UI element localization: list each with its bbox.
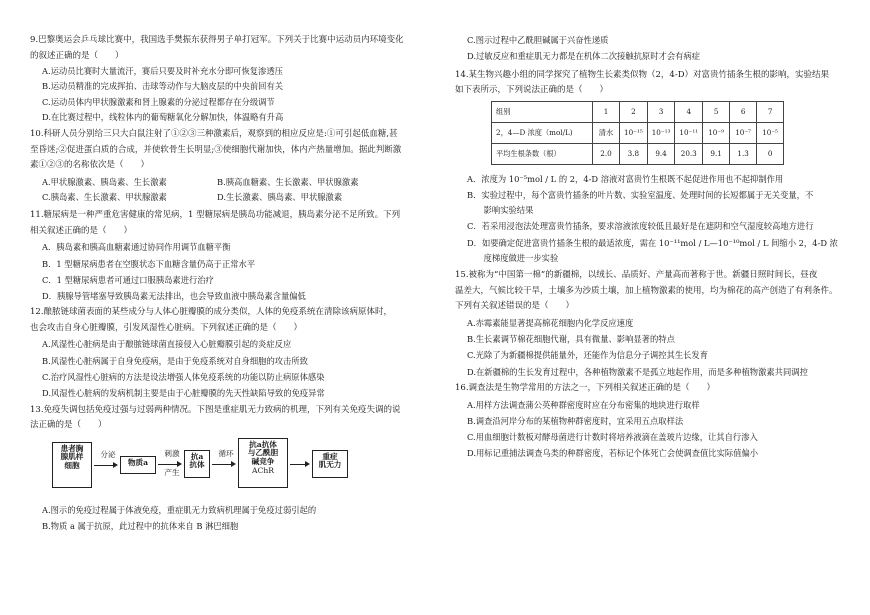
q12-option-b: B.风湿性心脏病属于自身免疫病，是由于免疫系统对自身细胞的攻击所致: [42, 355, 308, 366]
table-cell: 组别: [492, 101, 593, 122]
q15-option-c: C.光除了为新疆棉提供能量外，还能作为信息分子调控其生长发育: [467, 350, 709, 361]
q12-option-a: A.风湿性心脏病是由于酿脓链球菌直接侵入心脏瓣膜引起的炎症反应: [42, 339, 292, 350]
q14-results-table: [491, 101, 784, 165]
table-cell: 10⁻¹³: [647, 122, 675, 143]
table-cell: 20.3: [675, 143, 703, 164]
q11-option-b: B．1 型糖尿病患者在空腹状态下血糖含量仍高于正常水平: [42, 258, 256, 269]
q16-stem-line: 16.调查法是生物学常用的方法之一，下列相关叙述正确的是（ ）: [455, 383, 716, 394]
table-cell: 2: [620, 101, 648, 122]
flow-box-text: 与乙酰胆: [247, 448, 279, 458]
q12-option-d: D.风湿性心脏病的发病机制主要是由于心脏瓣膜的先天性缺陷导致的免疫异常: [42, 388, 325, 399]
flow-label-produce: 产生: [164, 467, 180, 477]
q14-option-d-cont: 度梯度做进一步实验: [467, 253, 559, 264]
table-cell: 10⁻⁷: [730, 122, 757, 143]
q9-option-b: B.运动员精准的完成挥拍、击球等动作与大脑皮层的中央前回有关: [42, 81, 284, 92]
flow-arrow: [212, 464, 234, 465]
q9-stem-line: 9.巴黎奥运会乒乓球比赛中，我国选手樊振东获得男子单打冠军。下列关于比赛中运动员内环境变化: [30, 35, 404, 45]
table-row: [492, 101, 784, 122]
table-cell: 清水: [593, 122, 620, 143]
flow-box-text: 重症: [322, 451, 338, 461]
table-cell: 5: [703, 101, 730, 122]
table-cell: 7: [757, 101, 784, 122]
q14-option-c: C．若采用浸泡法处理富贵竹插条，要求溶液浓度较低且最好是在遮阴和空气湿度较高地方进行: [467, 221, 814, 232]
q15-stem-line: 下列有关叙述错误的是（ ）: [455, 301, 575, 312]
q12-stem-line: 12.酿脓链球菌表面的某些成分与人体心脏瓣膜的成分类似，人体的免疫系统在清除该病原体时，: [30, 307, 393, 318]
q13-option-b: B.物质 a 属于抗原，此过程中的抗体来自 B 淋巴细胞: [42, 520, 239, 531]
table-cell: 10⁻¹¹: [675, 122, 703, 143]
flow-box-text: 肌无力: [318, 460, 342, 470]
table-cell: 4: [675, 101, 703, 122]
table-cell: 9.1: [703, 143, 730, 164]
table-cell: 2.0: [593, 143, 620, 164]
q11-stem-line: 相关叙述正确的是（ ）: [30, 225, 133, 236]
q14-stem-line: 如下表所示，下列说法正确的是（ ）: [455, 85, 609, 96]
flow-label-secrete: 分泌: [100, 449, 116, 459]
q15-stem-line: 温差大，气候比较干旱，土壤多为沙质土壤，加上植物激素的使用，均为棉花的高产创造了有利条件。: [455, 285, 838, 296]
table-cell: 0: [757, 143, 784, 164]
q9-option-c: C.运动员体内甲状腺激素和肾上腺素的分泌过程都存在分级调节: [42, 96, 275, 107]
q9-option-a: A.运动员比赛时大量流汗，赛后只要及时补充水分即可恢复渗透压: [42, 66, 283, 76]
flow-box-text: 腺肌样: [60, 452, 84, 462]
flow-box-text: AChR: [252, 465, 274, 475]
flow-label-circulate: 循环: [218, 448, 234, 458]
q9-stem-line: 的叙述正确的是（ ）: [30, 50, 124, 61]
immune-flow-diagram: [52, 438, 382, 498]
q14-stem-line: 14.某生物兴趣小组的同学探究了植物生长素类似物（2，4-D）对富贵竹插条生根的影响，实验结果: [455, 69, 830, 80]
right-column: [455, 35, 845, 459]
q13-stem-line: 13.免疫失调包括免疫过强与过弱两种情况。下图是重症肌无力致病的机理，下列有关免疫失调的说: [30, 404, 401, 415]
q16-option-a: A.用样方法调查蒲公英种群密度时应在分布密集的地块进行取样: [467, 399, 700, 410]
flow-arrow: [290, 464, 308, 465]
q15-option-d: D.在新疆棉的生长发育过程中，各种植物激素不是孤立地起作用，而是多种植物激素共同调控: [467, 366, 808, 377]
q10-stem-line: 素①②③的名称依次是（ ）: [30, 160, 150, 171]
table-cell: 9.4: [647, 143, 675, 164]
question-9: [30, 35, 440, 122]
flow-label-stimulate: 刺激: [164, 448, 180, 458]
q16-option-d: D.用标记重捕法调查乌类的种群密度，若标记个体死亡会使调查值比实际值偏小: [467, 448, 759, 459]
q13-option-a: A.图示的免疫过程属于体液免疫，重症肌无力致病机理属于免疫过弱引起的: [42, 504, 317, 515]
q11-option-c: C．1 型糖尿病患者可通过口服胰岛素进行治疗: [42, 274, 214, 285]
table-cell: 平均生根条数（根）: [492, 143, 593, 164]
q14-option-b-cont: 影响实验结果: [467, 205, 534, 216]
table-row: [492, 122, 784, 143]
q10-option-d: D.生长激素、胰岛素、甲状腺激素: [217, 191, 343, 202]
q16-option-b: B.调查沿河岸分布的某植物种群密度时，宜采用五点取样法: [467, 415, 684, 426]
q14-option-b: B．实验过程中，每个富贵竹插条的叶片数、实验室温度、处理时间的长短都属于无关变量，不: [467, 189, 814, 200]
flow-box-text: 碱竞争: [251, 457, 275, 467]
q10-stem-line: 10.科研人员分别给三只大白鼠注射了①②③三种激素后，观察到的相应反应是:①可引起低血糖,甚: [30, 129, 398, 140]
flow-box-competition: [238, 438, 288, 488]
table-cell: 2，4—D 浓度（mol/L): [492, 122, 593, 143]
flow-box-substance-a: 物质a: [120, 456, 156, 474]
q16-option-c: C.用血细胞计数板对酵母菌进行计数时将培养液滴在盖玻片边缘，让其自行渗入: [467, 432, 758, 443]
q11-option-d: D．胰腺导管堵塞导致胰岛素无法排出，也会导致血液中胰岛素含量偏低: [42, 291, 306, 302]
flow-box-anti-a-antibody: [184, 450, 210, 478]
table-cell: 3: [647, 101, 675, 122]
q14-option-a: A．浓度为 10⁻⁵mol / L 的 2，4-D 溶液对富贵竹生根既不起促进作用也不起抑制作用: [467, 173, 784, 184]
q14-option-d: D．如要确定促进富贵竹插条生根的最适浓度，需在 10⁻¹¹mol / L—10⁻¹⁰mol / L 间缩小 2，4-D 浓: [467, 237, 838, 248]
q10-option-c: C.胰岛素、生长激素、甲状腺激素: [42, 191, 167, 202]
q12-stem-line: 也会攻击自身心脏瓣膜，引发风湿性心脏病。下列叙述正确的是（ ）: [30, 322, 303, 333]
table-cell: 10⁻⁵: [757, 122, 784, 143]
q13-stem-line: 法正确的是（ ）: [30, 420, 107, 431]
table-cell: 1: [593, 101, 620, 122]
flow-box-text: 抗a: [190, 451, 204, 461]
q15-option-b: B.生长素调节棉花细胞代谢，具有微量、影响显著的特点: [467, 334, 675, 345]
table-cell: 6: [730, 101, 757, 122]
flow-box-text: 抗体: [189, 460, 205, 470]
q13-option-d: D.过敏反应和重症肌无力都是在机体二次接触抗原时才会有病症: [467, 51, 701, 62]
flow-box-patient-cells: [52, 442, 92, 488]
q10-option-b: B.胰高血糖素、生长激素、甲状腺激素: [217, 176, 359, 187]
q12-option-c: C.治疗风湿性心脏病的方法是设法增强人体免疫系统的功能以防止病原体感染: [42, 372, 325, 383]
flow-box-text: 细胞: [64, 461, 80, 471]
q10-option-a: A.甲状腺激素、胰岛素、生长激素: [42, 176, 167, 187]
table-cell: 10⁻⁹: [703, 122, 730, 143]
question-14: [455, 53, 845, 264]
q13-option-c: C.图示过程中乙酰胆碱属于兴奋性递质: [467, 35, 609, 45]
table-cell: 10⁻¹⁵: [620, 122, 648, 143]
q15-option-a: A.赤霉素能显著提高棉花细胞内化学反应速度: [467, 317, 634, 328]
flow-box-text: 抗a抗体: [249, 439, 277, 449]
flow-box-myasthenia: [312, 450, 348, 478]
table-cell: 3.8: [620, 143, 648, 164]
table-row: [492, 143, 784, 164]
flow-arrow: [94, 465, 116, 466]
q11-option-a: A．胰岛素和胰高血糖素通过协同作用调节血糖平衡: [42, 242, 231, 253]
q15-stem-line: 15.被称为“中国第一棉”的新疆棉，以绒长、品质好、产量高而著称于世。新疆日照时间长，昼夜: [455, 270, 818, 281]
flow-arrow: [158, 464, 180, 465]
q9-option-d: D.在比赛过程中，线粒体内的葡萄糖氧化分解加快，体温略有升高: [42, 111, 284, 122]
q10-stem-line: 至昏迷;②促进蛋白质的合成，并使软骨生长明显;③使细胞代谢加快，体内产热量增加。据此判断激: [30, 144, 402, 155]
q11-stem-line: 11.糖尿病是一种严重危害健康的常见病，1 型糖尿病是胰岛功能减退，胰岛素分泌不足所致。下列: [30, 210, 401, 221]
left-column: [30, 35, 440, 531]
table-cell: 1.3: [730, 143, 757, 164]
flow-box-text: 患者胸: [60, 443, 84, 453]
